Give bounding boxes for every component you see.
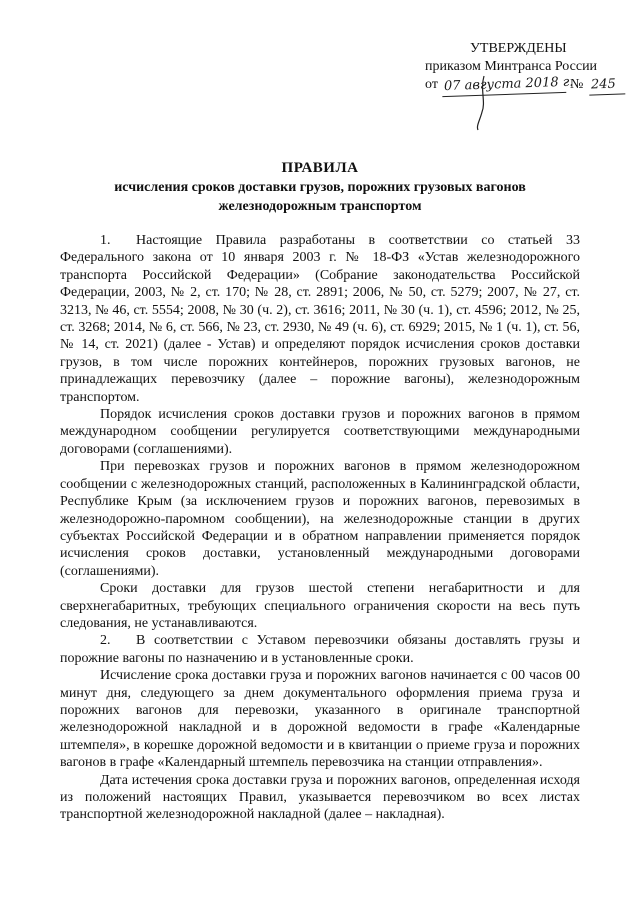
- document-heading: [60, 158, 580, 216]
- heading-subtitle-2: железнодорожным транспортом: [218, 199, 422, 214]
- approval-date-line: [425, 76, 625, 95]
- paragraph-6: Исчисление срока доставки груза и порожних вагонов начинается с 00 часов 00 минут дня, следующего за днем документального оформления приема груза и порожних вагонов для перевозки, указанного в оригинале транспортной железнодорожной накладной и в дорожной ведомости в графе «Календарные штемпеля», в корешке дорожной ведомости и в квитанции о приеме груза и порожних вагонов в графе «Календарный штемпель перевозчика на станции отправления».: [60, 668, 580, 771]
- approval-block: [425, 40, 625, 95]
- heading-subtitle-1: исчисления сроков доставки грузов, порожних грузовых вагонов: [114, 180, 526, 195]
- paragraph-7: Дата истечения срока доставки груза и порожних вагонов, определенная исходя из положений настоящих Правил, указывается перевозчиком во всех листах транспортной железнодорожной накладной (далее – накладная).: [60, 772, 580, 823]
- paragraph-text: Настоящие Правила разработаны в соответствии со статьей 33 Федерального закона от 10 января 2003 г. № 18-ФЗ «Устав железнодорожного транспорта Российской Федерации» (Собрание законодательства Российской Федерации, 2003, № 2, ст. 170; № 28, ст. 2891; 2006, № 50, ст. 5279; 2007, № 27, ст. 3213, № 46, ст. 5554; 2008, № 30 (ч. 2), ст. 3616; 2011, № 30 (ч. 1), ст. 4596; 2012, № 25, ст. 3268; 2014, № 6, ст. 566, № 23, ст. 2930, № 49 (ч. 6), ст. 6929; 2015, № 1 (ч. 1), ст. 56, № 14, ст. 2021) (далее - Устав) и определяют порядок исчисления сроков доставки грузов, в том числе порожних контейнеров, порожних грузовых вагонов, не принадлежащих перевозчику (далее – порожние вагоны), железнодорожным транспортом.: [60, 233, 580, 405]
- signature-stroke-icon: [456, 72, 496, 132]
- paragraph-number: 2.: [100, 633, 111, 649]
- handwritten-date: 07 августа 2018 г.: [442, 74, 567, 97]
- number-label: №: [569, 77, 584, 92]
- paragraph-3: При перевозках грузов и порожних вагонов в прямом железнодорожном сообщении с железнодорожных станций, расположенных в Калининградской области, Республике Крым (за исключением грузов и порожних вагонов, перевозимых в железнодорожно-паромном сообщении), на железнодорожные станции в других субъектах Российской Федерации и в обратном направлении применяется порядок исчисления сроков доставки, установленный международными договорами (соглашениями).: [60, 459, 580, 579]
- paragraph-number: 1.: [100, 233, 111, 248]
- paragraph-4: Сроки доставки для грузов шестой степени негабаритности и для сверхнегабаритных, требующих специального ограничения скорости на весь путь следования, не устанавливаются.: [60, 581, 580, 631]
- paragraph-2: Порядок исчисления сроков доставки грузов и порожних вагонов в прямом международном сообщении регулируется соответствующими международными договорами (соглашениями).: [60, 407, 580, 457]
- heading-title: ПРАВИЛА: [281, 160, 359, 176]
- approval-title: УТВЕРЖДЕНЫ: [470, 41, 567, 56]
- paragraph-1: [60, 232, 580, 406]
- approval-order: приказом Минтранса России: [425, 59, 598, 74]
- paragraph-text: В соответствии с Уставом перевозчики обязаны доставлять грузы и порожние вагоны по назначению и в установленные сроки.: [60, 633, 580, 666]
- document-body: [60, 232, 580, 824]
- handwritten-number: 245: [589, 75, 625, 95]
- from-label: от: [425, 77, 438, 92]
- paragraph-5: [60, 632, 580, 667]
